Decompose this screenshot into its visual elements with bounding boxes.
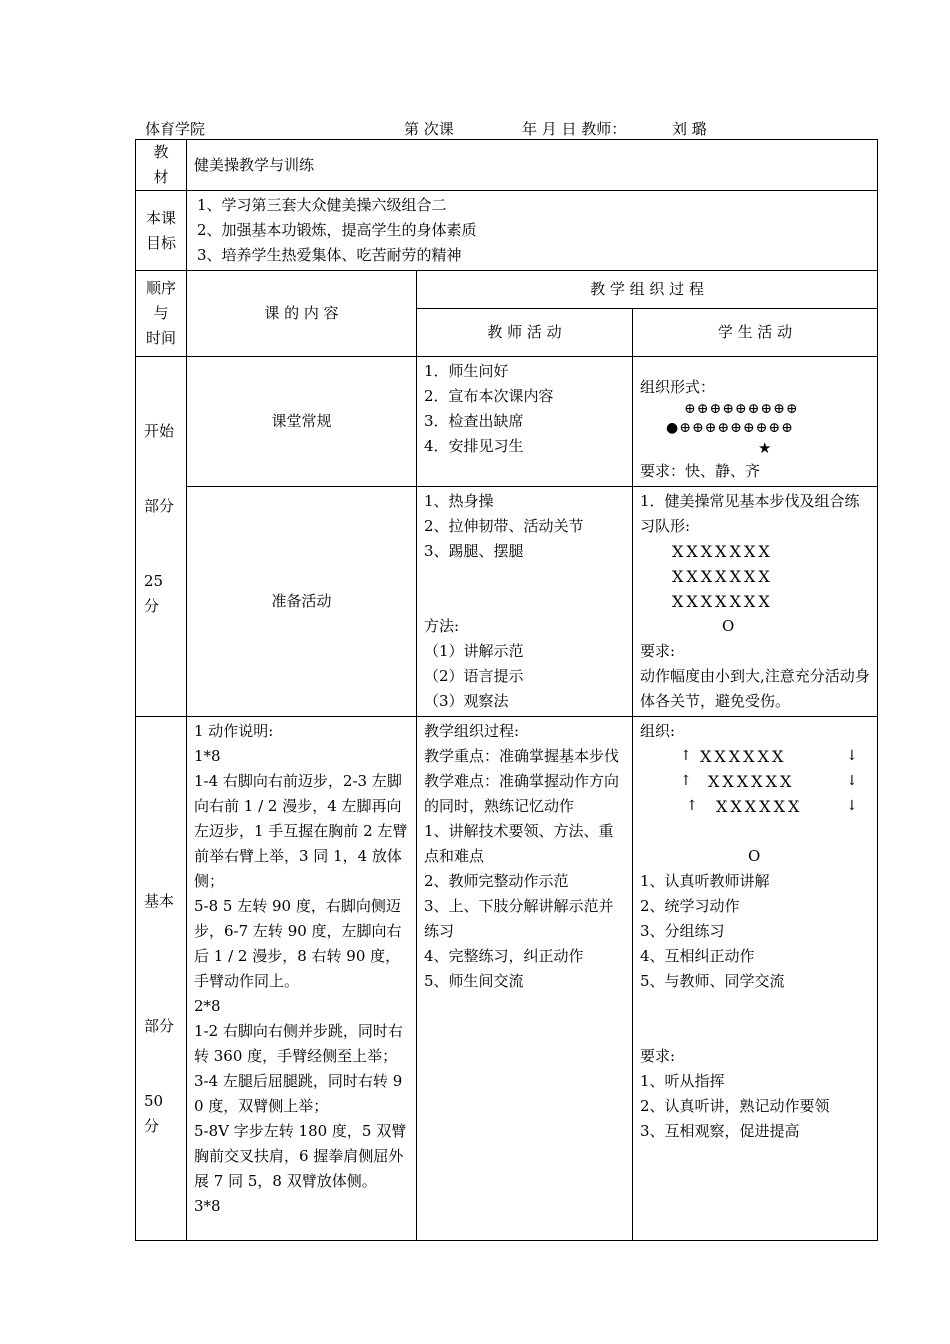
down-arrow-icon: ↓ bbox=[846, 798, 861, 814]
formation-row: ↑ XXXXXX ↓ bbox=[640, 794, 870, 819]
down-arrow-icon: ↓ bbox=[846, 773, 861, 789]
teacher-activity-header: 教 师 活 动 bbox=[417, 309, 633, 357]
formation-row: XXXXXXX bbox=[672, 542, 773, 561]
formation-row: XXXXXXX bbox=[672, 567, 773, 586]
formation-row: XXXXXXX bbox=[672, 592, 773, 611]
basic-content: 1 动作说明: 1*8 1-4 右脚向右前迈步，2-3 左脚向右前 1 / 2 漫步，4 左脚再向左迈步，1 手互握在胸前 2 左臂前举右臂上举，3 同 1，4 放体侧； 5-8 5 左转 90 度，右脚向侧迈步，6-7 左转 90 度，左脚向右后 1 / 2 漫步，8 右转 90 度，手臂动作同上。 2*8 1-2 右脚向右侧并步跳，同时右转 360 度，手臂经侧至上举； 3-4 左腿后屈腿跳，同时右转 90 度，双臂侧上举； 5-8V 字步左转 180 度，5 双臂胸前交叉扶肩，6 握拳肩侧屈外展 7 同 5，8 双臂放体侧。 3*8 bbox=[187, 717, 417, 1241]
formation-row: ↑ XXXXXX ↓ bbox=[640, 744, 870, 769]
up-arrow-icon: ↑ bbox=[686, 798, 701, 814]
warmup-student: 1．健美操常见基本步伐及组合练习队形: XXXXXXX XXXXXXX XXXXXXX O 要求: 动作幅度由小到大,注意充分活动身体各关节，避免受伤。 bbox=[633, 487, 878, 717]
date-teacher-label: 年 月 日 教师： bbox=[522, 120, 627, 138]
goal-item: 3、培养学生热爱集体、吃苦耐劳的精神 bbox=[197, 246, 462, 264]
warmup-row bbox=[136, 487, 878, 717]
routine-teacher: 1．师生问好 2．宣布本次课内容 3．检查出缺席 4．安排见习生 bbox=[417, 357, 633, 487]
teacher-position-mark: O bbox=[748, 847, 761, 865]
process-header: 教 学 组 织 过 程 bbox=[417, 271, 878, 309]
basic-section-label: 基本 部分 50 分 bbox=[136, 717, 187, 1241]
student-activity-header: 学 生 活 动 bbox=[633, 309, 878, 357]
basic-student: 组织: ↑ XXXXXX ↓ ↑ XXXXXX ↓ ↑ XXXXXX ↓ O 1、认真听教师讲解 2、统学习动作 3、分组练习 4、互相纠正动作 5、与教师、同学交流 要求: 1、听从指挥 2、认真听讲，熟记动作要领 3、互相观察，促进提高 bbox=[633, 717, 878, 1241]
up-arrow-icon: ↑ bbox=[680, 748, 695, 764]
goals-label: 本课 目标 bbox=[136, 191, 187, 271]
formation-row: ↑ XXXXXX ↓ bbox=[640, 769, 870, 794]
goal-item: 1、学习第三套大众健美操六级组合二 bbox=[197, 196, 447, 214]
formation-row: ●⊕⊕⊕⊕⊕⊕⊕⊕⊕ bbox=[666, 420, 794, 436]
teacher-name: 刘 璐 bbox=[672, 120, 707, 138]
routine-student: 组织形式： ⊕⊕⊕⊕⊕⊕⊕⊕⊕ ●⊕⊕⊕⊕⊕⊕⊕⊕⊕ ★ 要求：快、静、齐 bbox=[633, 357, 878, 487]
formation-row: ⊕⊕⊕⊕⊕⊕⊕⊕⊕ bbox=[684, 401, 799, 417]
page-header bbox=[0, 118, 950, 140]
material-label: 教 材 bbox=[136, 140, 187, 191]
basic-teacher: 教学组织过程: 教学重点：准确掌握基本步伐 教学难点：准确掌握动作方向的同时，熟练记忆动作 1、讲解技术要领、方法、重点和难点 2、教师完整动作示范 3、上、下肢分解讲解示范并练习 4、完整练习，纠正动作 5、师生间交流 bbox=[417, 717, 633, 1241]
teacher-position-dot: ● bbox=[666, 420, 680, 436]
lesson-number: 第 次课 bbox=[404, 120, 454, 138]
content-header: 课 的 内 容 bbox=[187, 271, 417, 357]
goals-list bbox=[187, 191, 878, 271]
routine-row bbox=[136, 357, 878, 487]
goals-row bbox=[136, 191, 878, 271]
up-arrow-icon: ↑ bbox=[680, 773, 695, 789]
lesson-plan-table bbox=[135, 139, 878, 1241]
warmup-teacher: 1、热身操 2、拉伸韧带、活动关节 3、踢腿、摆腿 方法: （1）讲解示范 （2）语言提示 （3）观察法 bbox=[417, 487, 633, 717]
teacher-position-mark: O bbox=[722, 617, 735, 635]
down-arrow-icon: ↓ bbox=[846, 748, 861, 764]
routine-content: 课堂常规 bbox=[187, 357, 417, 487]
goal-item: 2、加强基本功锻炼，提高学生的身体素质 bbox=[197, 221, 477, 239]
basic-row bbox=[136, 717, 878, 1241]
star-icon: ★ bbox=[758, 439, 772, 457]
start-section-label: 开始 部分 25 分 bbox=[136, 357, 187, 717]
material-row bbox=[136, 140, 878, 191]
college-name: 体育学院 bbox=[145, 120, 206, 138]
material-value: 健美操教学与训练 bbox=[187, 140, 878, 191]
warmup-content: 准备活动 bbox=[187, 487, 417, 717]
header-row-1 bbox=[136, 271, 878, 309]
order-time-header: 顺序 与 时间 bbox=[136, 271, 187, 357]
